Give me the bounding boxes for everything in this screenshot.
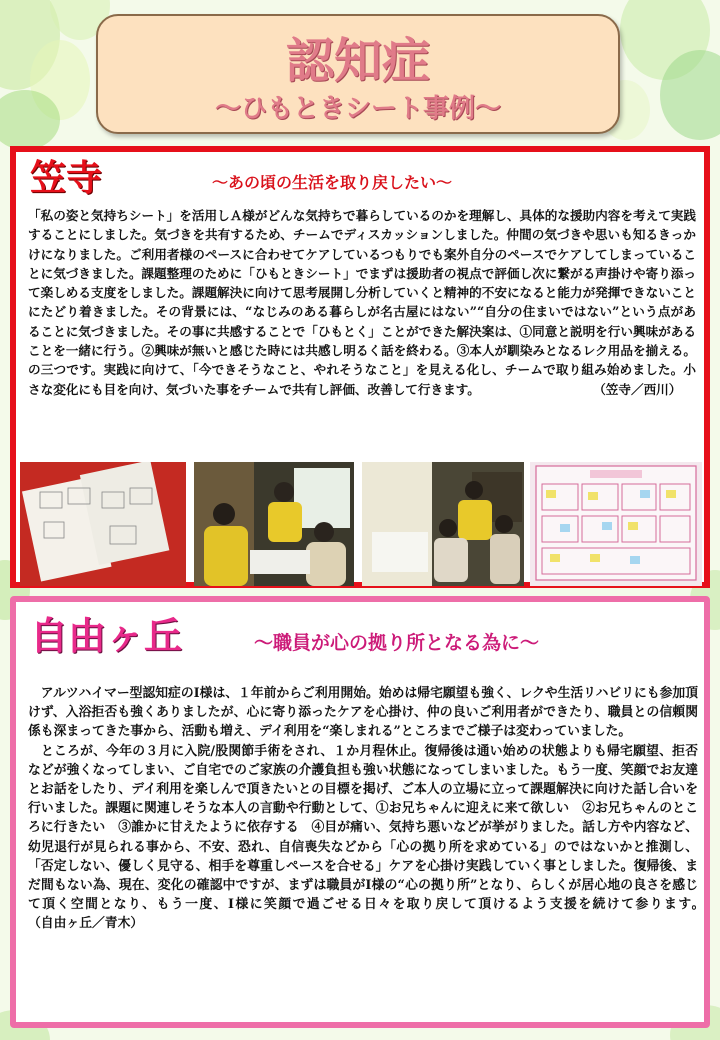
section-kasadera [10,146,710,588]
section-location-name: 笠寺 [30,157,103,199]
section-jiyugaoka [10,596,710,1028]
body-text: 「私の姿と気持ちシート」を活用しＡ様がどんな気持ちで暮らしているのかを理解し、具体的な援助内容を考えて実践することにしました。気づきを共有するため、チームでディスカッションしました。仲間の気づきや思いも知るきっかけになりました。ご利用者様のペースに合わせてケアしているつもりでも案外自分のペースでケアしてしまっていることに気づきました。課題整理のために「ひもときシート」でまずは援助者の視点で評価し次に繋がる声掛けや寄り添って楽しめる支度をしました。課題解決に向けて思考展開し分析していくと精神的不安になると能力が発揮できないことにたどり着きました。その背景には、“なじみのある暮らしが名古屋にはない”“自分の住まいではない”という点があることに気づきました。その事に共感することで「ひもとく」ことができた解決案は、①同意と説明を行い興味があることを一緒に行う。②興味が無いと感じた時には共感し明るく話を終わる。③本人が馴染みとなるレク用品を揃える。の三つです。実践に向けて、「今できそうなこと、やれそうなこと」を見える化し、チームで取り組み始めました。小さな変化にも目を向け、気づいた事をチームで共有し評価、改善して行きます。 [28,208,696,397]
section-body [28,206,696,399]
title-box [96,14,620,134]
page-subtitle: ～ひもときシート事例～ [214,94,501,124]
photo-himotoki-sheet [530,462,702,586]
section-subtitle: ～あの頃の生活を取り戻したい～ [212,173,453,192]
section-body [28,684,698,934]
signature: （自由ヶ丘／青木） [28,916,144,932]
photo-strip [16,462,704,586]
page-title: 認知症 [285,33,430,89]
section-subtitle: ～職員が心の拠り所となる為に～ [254,632,540,654]
photo-worksheets [20,462,186,586]
signature: （笠寺／西川） [599,381,682,397]
section-location-name: 自由ヶ丘 [30,613,183,658]
photo-meeting-1 [194,462,354,586]
photo-meeting-2 [362,462,524,586]
body-text: アルツハイマー型認知症のI様は、１年前からご利用開始。始めは帰宅願望も強く、レクや生活リハビリにも参加頂けず、入浴拒否も強くありましたが、心に寄り添ったケアを心掛け、仲の良いご利用者ができたり、職員との信頼関係も深まってきた事から、活動も増え、デイ利用を“楽しまれる”ところまでご様子は変わっていました。 ところが、今年の３月に入院/股関節手術をされ、１か月程休止。復帰後は通い始めの状態よりも帰宅願望、拒否などが強くなってしまい、ご自宅でのご家族の介護負担も強い状態になってしまいました。もう一度、笑顔でお友達とお話をしたり、デイ利用を楽しんで頂きたいとの目標を掲げ、ご本人の立場に立って課題解決に向けた話し合いを行いました。課題に関連しそうな本人の言動や行動として、①お兄ちゃんに迎えに来て欲しい ②お兄ちゃんのところに行きたい ③誰かに甘えたように依存する ④目が痛い、気持ち悪いなどが挙がりました。話し方や内容など、幼児退行が見られる事から、不安、恐れ、自信喪失などから「心の拠り所を求めている」のではないかと推測し、「否定しない、優しく見守る、相手を尊重しペースを合せる」ケアを心掛け実践していく事としました。復帰後、まだ間もない為、現在、変化の確認中ですが、まずは職員がI様の“心の拠り所”となり、らしくが居心地の良さを感じて頂く空間となり、もう一度、I様に笑顔で過ごせる日々を取り戻して頂けるよう支援を続けて参ります。 [28,686,699,913]
